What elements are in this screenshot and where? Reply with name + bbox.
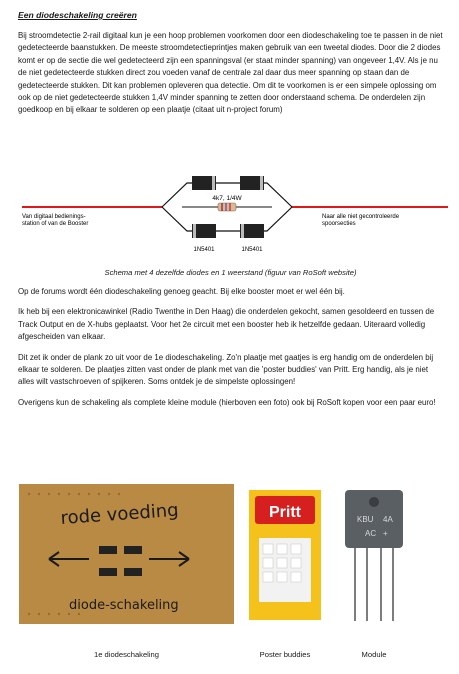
board-text-2: diode-schakeling	[69, 598, 179, 613]
pritt-brand: Pritt	[269, 504, 301, 521]
document-page	[18, 10, 443, 125]
document-title: Een diodeschakeling creëren	[18, 10, 137, 20]
paragraph-4: Overigens kun de schakeling als complete kleine module (hierboven een foto) ook bij RoSoft kopen voor een paar euro!	[18, 397, 436, 407]
paragraph-2: Ik heb bij een elektronicawinkel (Radio Twenthe in Den Haag) die onderdelen gekocht, samen gesoldeerd en tussen de Track Output en de X-hubs geplaatst. Voor het 2e circuit met een booster heb ik hetzelfde gedaan. Uiteraard volledig afgescheiden van elkaar.	[18, 307, 435, 342]
photo-diode-board	[19, 484, 234, 624]
right-label-1: Naar alle niet gecontroleerde	[322, 214, 400, 220]
right-label-2: spoorsecties	[322, 221, 356, 227]
photo-module	[337, 486, 411, 626]
diode-schematic	[22, 171, 448, 257]
photo3-caption: Module	[361, 650, 387, 659]
photo-poster-buddies	[249, 490, 321, 620]
paragraph-1: Op de forums wordt één diodeschakeling genoeg geacht. Bij elke booster moet er wel één bij.	[18, 287, 345, 296]
module-text-1: KBU	[357, 515, 374, 524]
board-text-1: rode voeding	[59, 499, 180, 529]
photo1-caption: 1e diodeschakeling	[93, 650, 160, 659]
resistor	[218, 203, 236, 211]
diode-label-2: 1N5401	[241, 247, 263, 253]
paragraph-3: Dit zet ik onder de plank zo uit voor de 1e diodeschakeling. Zo'n plaatje met gaatjes is erg handig om de onderdelen bij elkaar te solderen. De plaatjes zitten vast onder de plank met van die 'poster buddies' van Pritt. Erg handig, als je niet alles wilt vastschroeven of spijkeren. Soms ontdek je de simpelste oplossingen!	[18, 352, 434, 387]
module-text-2: 4A	[383, 515, 393, 524]
photos-row	[0, 484, 459, 674]
left-label-2: station of van de Booster	[22, 221, 89, 227]
schematic-caption: Schema met 4 dezelfde diodes en 1 weerstand (figuur van RoSoft website)	[104, 268, 357, 277]
diode-label-1: 1N5401	[193, 247, 215, 253]
module-text-4: +	[383, 529, 388, 538]
intro-paragraph: Bij stroomdetectie 2-rail digitaal kun je een hoop problemen voorkomen door een diodeschakeling toe te passen in de niet gedetecteerde baanstukken. De meeste stroomdetectieprintjes maken gebruik van een tweetal diodes. Door die 2 diodes komt er op de sectie die wel gedetecteerd zijn een spanningsval (er staat minder spanning) van ongeveer 1,4V. Als je nu de niet gedetecteerde stukken direct zou voeden vanaf de centrale zal daar dus meer spanning op staan dan de gedetecteerde stukken. Dit kan problemen opleveren qua detectie. Om dit te voorkomen is er een simpele oplossing om ook op de niet gedetecteerde stukken 1,4V minder spanning te zetten door onderstaand schema. De onderdelen zijn goedkoop en bij elkaar te solderen op een plaatje (citaat uit n-project forum)	[18, 31, 443, 115]
left-label-1: Van digitaal bedienings-	[22, 214, 86, 220]
module-text-3: AC	[365, 529, 377, 538]
photo2-caption: Poster buddies	[259, 650, 311, 659]
resistor-label: 4k7, 1/4W	[212, 195, 242, 202]
